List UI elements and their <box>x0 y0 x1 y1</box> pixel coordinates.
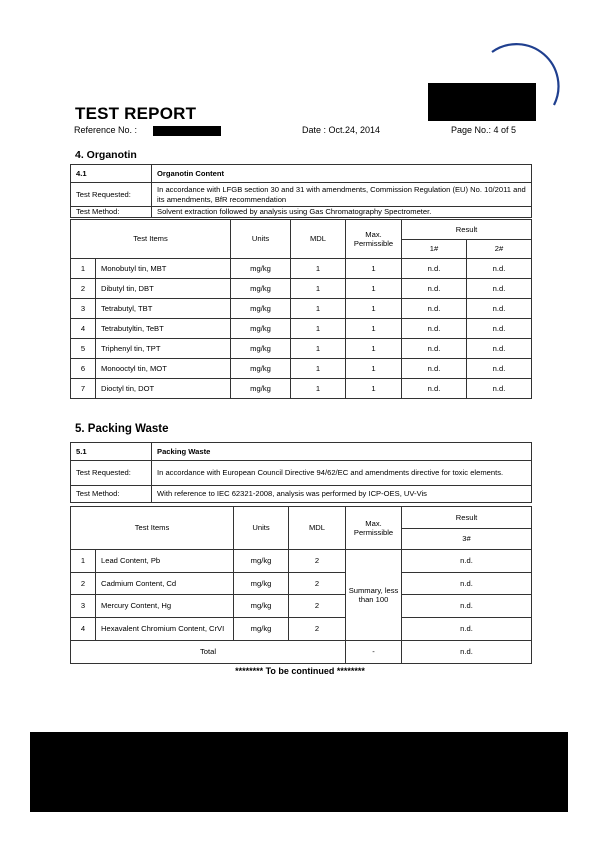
test-requested-label: Test Requested: <box>71 461 152 486</box>
reference-label: Reference No. : <box>74 125 138 135</box>
test-item: Mercury Content, Hg <box>96 595 234 618</box>
col-mdl: MDL <box>291 220 346 259</box>
col-max-permissible: Max. Permissible <box>346 507 402 550</box>
page-number: Page No.: 4 of 5 <box>451 125 517 135</box>
mdl-value: 1 <box>291 299 346 319</box>
unit: mg/kg <box>234 618 289 641</box>
result-sample-2: n.d. <box>467 279 532 299</box>
col-test-items: Test Items <box>71 220 231 259</box>
table-row <box>71 279 532 299</box>
result-sample-1: n.d. <box>402 359 467 379</box>
test-item: Lead Content, Pb <box>96 550 234 573</box>
max-permissible: 1 <box>346 359 402 379</box>
max-permissible: 1 <box>346 299 402 319</box>
section-4-heading: 4. Organotin <box>75 149 137 161</box>
unit: mg/kg <box>231 359 291 379</box>
report-date: Date : Oct.24, 2014 <box>302 125 381 135</box>
row-number: 5 <box>71 339 96 359</box>
max-permissible: 1 <box>346 379 402 399</box>
result-sample-1: n.d. <box>402 299 467 319</box>
max-permissible: 1 <box>346 339 402 359</box>
to-be-continued-note: ******** To be continued ******** <box>235 666 365 676</box>
table-row <box>71 379 532 399</box>
table-row <box>71 319 532 339</box>
test-item: Tetrabutyltin, TeBT <box>96 319 231 339</box>
result-sample-1: n.d. <box>402 319 467 339</box>
table-row <box>71 299 532 319</box>
col-result: Result <box>402 220 532 240</box>
total-max: - <box>346 641 402 664</box>
test-requested-label: Test Requested: <box>71 183 152 207</box>
col-test-items: Test Items <box>71 507 234 550</box>
unit: mg/kg <box>231 339 291 359</box>
table-row <box>71 359 532 379</box>
table-row <box>71 259 532 279</box>
result-sample-2: n.d. <box>467 339 532 359</box>
organotin-info-table <box>70 164 532 218</box>
test-method-value: With reference to IEC 62321-2008, analysis was performed by ICP-OES, UV-Vis <box>152 486 532 503</box>
result-sample-2: n.d. <box>467 259 532 279</box>
col-sample-3: 3# <box>402 529 532 550</box>
mdl-value: 2 <box>289 573 346 595</box>
row-number: 7 <box>71 379 96 399</box>
total-label: Total <box>71 641 346 664</box>
test-method-value: Solvent extraction followed by analysis using Gas Chromatography Spectrometer. <box>152 207 532 218</box>
test-item: Monobutyl tin, MBT <box>96 259 231 279</box>
test-name: Organotin Content <box>152 165 532 183</box>
result-sample-3: n.d. <box>402 595 532 618</box>
table-row <box>71 595 532 618</box>
test-item: Tetrabutyl, TBT <box>96 299 231 319</box>
row-number: 6 <box>71 359 96 379</box>
packing-waste-info-table <box>70 442 532 503</box>
result-sample-3: n.d. <box>402 618 532 641</box>
row-number: 4 <box>71 319 96 339</box>
test-item: Cadmium Content, Cd <box>96 573 234 595</box>
redacted-footer-block <box>30 732 568 812</box>
test-requested-value: In accordance with LFGB section 30 and 31 with amendments, Commission Regulation (EU) No. 10/2011 and its amendments, BfR recommendation <box>152 183 532 207</box>
mdl-value: 2 <box>289 618 346 641</box>
mdl-value: 1 <box>291 259 346 279</box>
section-5-heading: 5. Packing Waste <box>75 423 169 435</box>
result-sample-2: n.d. <box>467 299 532 319</box>
col-max-permissible: Max. Permissible <box>346 220 402 259</box>
unit: mg/kg <box>231 299 291 319</box>
result-sample-1: n.d. <box>402 339 467 359</box>
packing-waste-results-table <box>70 506 532 664</box>
mdl-value: 1 <box>291 319 346 339</box>
result-sample-1: n.d. <box>402 259 467 279</box>
test-number: 4.1 <box>71 165 152 183</box>
test-number: 5.1 <box>71 443 152 461</box>
max-permissible: 1 <box>346 319 402 339</box>
redacted-reference-number <box>153 126 221 136</box>
result-sample-2: n.d. <box>467 359 532 379</box>
unit: mg/kg <box>234 550 289 573</box>
test-item: Dibutyl tin, DBT <box>96 279 231 299</box>
result-sample-1: n.d. <box>402 279 467 299</box>
max-permissible: 1 <box>346 259 402 279</box>
mdl-value: 2 <box>289 595 346 618</box>
mdl-value: 1 <box>291 379 346 399</box>
unit: mg/kg <box>231 379 291 399</box>
table-row <box>71 618 532 641</box>
row-number: 3 <box>71 595 96 618</box>
col-mdl: MDL <box>289 507 346 550</box>
unit: mg/kg <box>231 319 291 339</box>
test-method-label: Test Method: <box>71 207 152 218</box>
row-number: 2 <box>71 279 96 299</box>
unit: mg/kg <box>231 279 291 299</box>
mdl-value: 2 <box>289 550 346 573</box>
report-title: TEST REPORT <box>75 104 197 123</box>
mdl-value: 1 <box>291 359 346 379</box>
col-result: Result <box>402 507 532 529</box>
col-sample-1: 1# <box>402 240 467 259</box>
row-number: 2 <box>71 573 96 595</box>
result-sample-3: n.d. <box>402 573 532 595</box>
test-item: Dioctyl tin, DOT <box>96 379 231 399</box>
max-permissible-merged: Summary, less than 100 <box>346 550 402 641</box>
result-sample-1: n.d. <box>402 379 467 399</box>
row-number: 3 <box>71 299 96 319</box>
test-item: Triphenyl tin, TPT <box>96 339 231 359</box>
table-row <box>71 550 532 573</box>
row-number: 1 <box>71 259 96 279</box>
test-item: Monooctyl tin, MOT <box>96 359 231 379</box>
result-sample-2: n.d. <box>467 379 532 399</box>
result-sample-3: n.d. <box>402 550 532 573</box>
max-permissible: 1 <box>346 279 402 299</box>
col-sample-2: 2# <box>467 240 532 259</box>
unit: mg/kg <box>234 573 289 595</box>
test-method-label: Test Method: <box>71 486 152 503</box>
total-result: n.d. <box>402 641 532 664</box>
result-sample-2: n.d. <box>467 319 532 339</box>
unit: mg/kg <box>231 259 291 279</box>
test-name: Packing Waste <box>152 443 532 461</box>
organotin-results-table <box>70 219 532 399</box>
mdl-value: 1 <box>291 339 346 359</box>
table-row <box>71 339 532 359</box>
test-item: Hexavalent Chromium Content, CrVI <box>96 618 234 641</box>
redacted-logo-block <box>428 83 536 121</box>
row-number: 4 <box>71 618 96 641</box>
mdl-value: 1 <box>291 279 346 299</box>
unit: mg/kg <box>234 595 289 618</box>
test-requested-value: In accordance with European Council Directive 94/62/EC and amendments directive for toxic elements. <box>152 461 532 486</box>
col-units: Units <box>231 220 291 259</box>
col-units: Units <box>234 507 289 550</box>
row-number: 1 <box>71 550 96 573</box>
table-row <box>71 573 532 595</box>
